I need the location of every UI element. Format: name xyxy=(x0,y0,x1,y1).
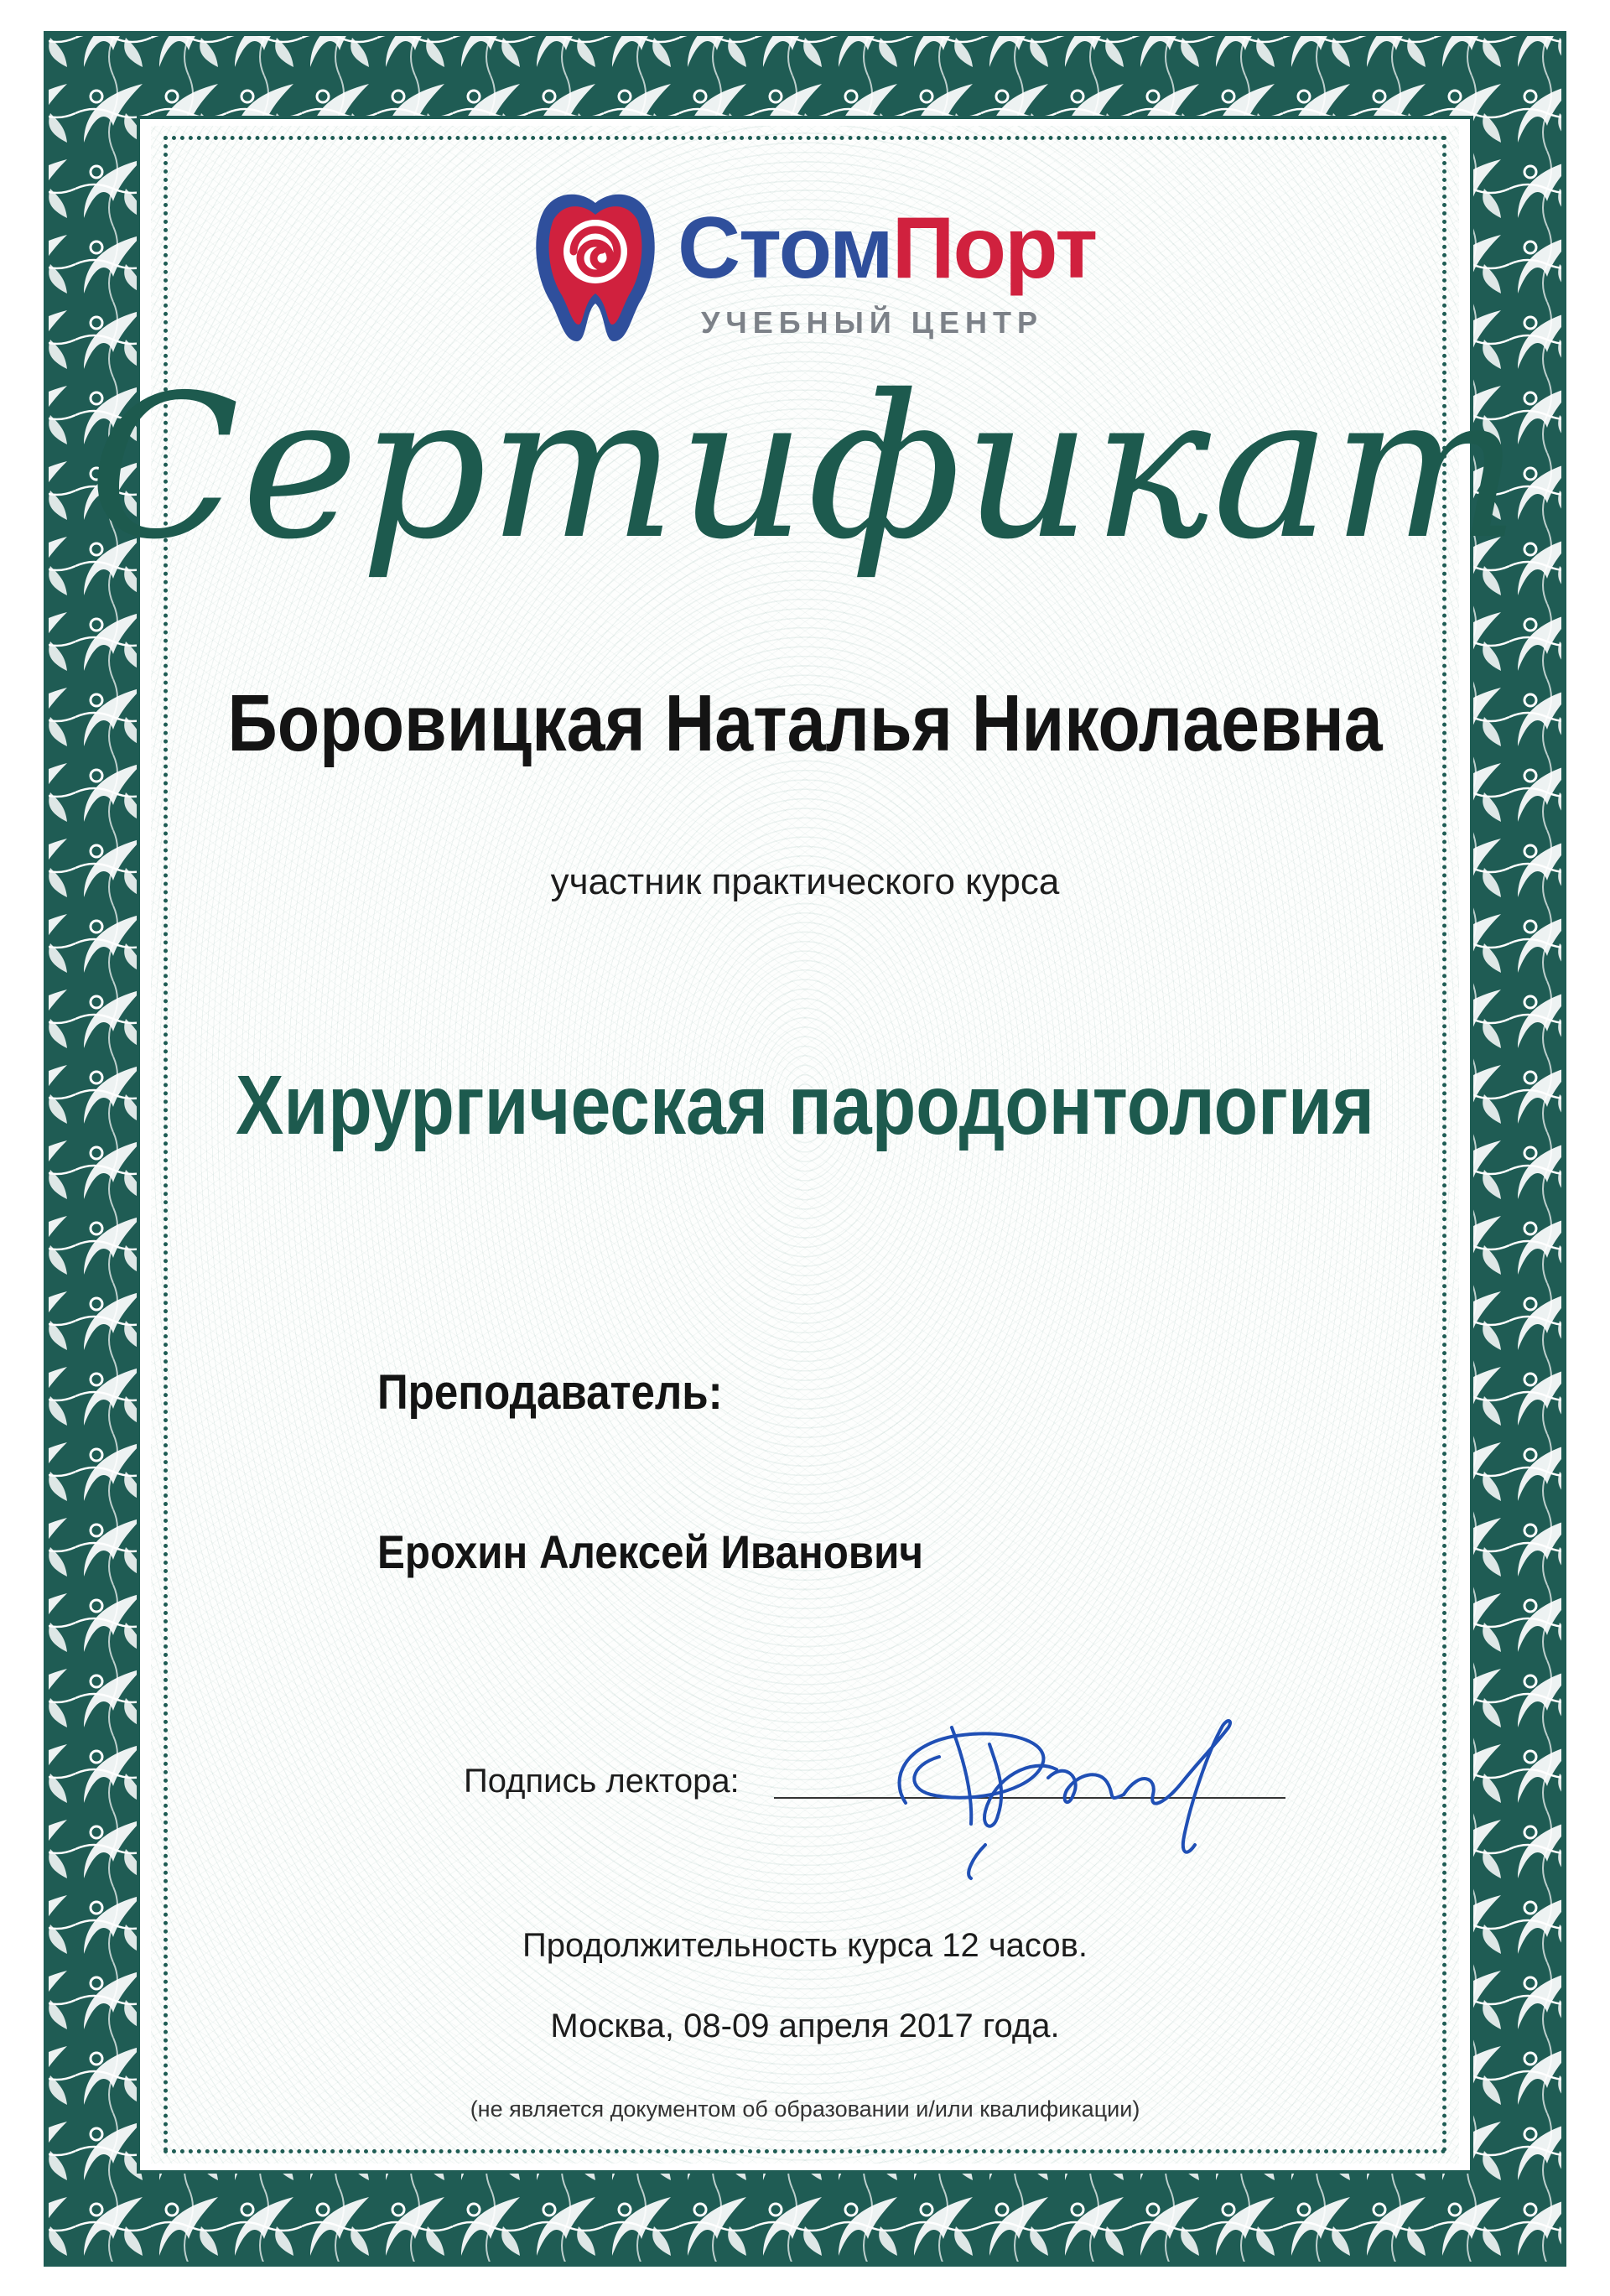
place-and-date: Москва, 08-09 апреля 2017 года. xyxy=(550,2008,1060,2044)
participant-text: участник практического курса xyxy=(550,861,1060,902)
logo-name-part2: Порт xyxy=(891,200,1097,297)
teacher-name: Ерохин Алексей Иванович xyxy=(377,1525,924,1578)
stomport-logo xyxy=(527,186,1164,345)
teacher-label: Преподаватель: xyxy=(377,1365,723,1420)
tooth-logo-icon xyxy=(527,186,665,345)
course-name: Хирургическая пародонтология xyxy=(236,1058,1374,1152)
certificate-title: Сертификат xyxy=(88,352,1522,583)
handwritten-signature xyxy=(872,1677,1258,1895)
logo-name-part1: Стом xyxy=(678,200,892,297)
logo-subtitle: УЧЕБНЫЙ ЦЕНТР xyxy=(701,305,1044,340)
disclaimer: (не является документом об образовании и/или квалификации) xyxy=(470,2096,1140,2122)
course-duration: Продолжительность курса 12 часов. xyxy=(522,1927,1088,1964)
signature-label: Подпись лектора: xyxy=(464,1763,740,1800)
recipient-name: Боровицкая Наталья Николаевна xyxy=(227,678,1383,768)
logo-name xyxy=(678,200,1097,297)
